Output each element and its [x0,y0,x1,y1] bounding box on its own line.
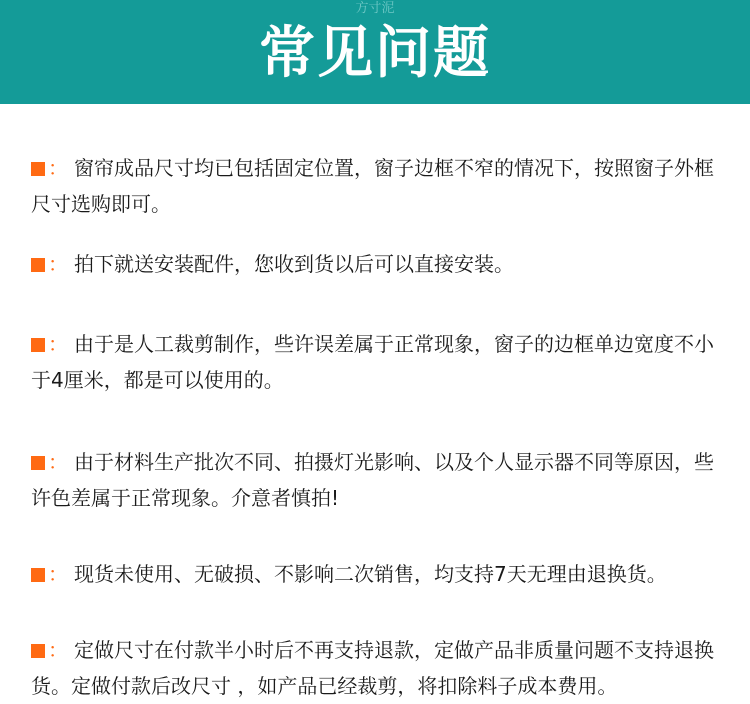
faq-item [31,632,731,704]
faq-item-text: 拍下就送安装配件，您收到货以后可以直接安装。 [74,252,514,276]
faq-item [31,326,731,398]
faq-item-text: 定做尺寸在付款半小时后不再支持退款，定做产品非质量问题不支持退换货。定做付款后改尺寸 ，如产品已经裁剪，将扣除料子成本费用。 [31,638,714,698]
square-bullet-icon [31,258,45,272]
bullet-colon: ： [48,450,68,474]
faq-item [31,150,731,222]
faq-item [31,556,731,592]
header-banner [0,0,750,104]
faq-item [31,444,731,516]
square-bullet-icon [31,338,45,352]
square-bullet-icon [31,644,45,658]
bullet-colon: ： [48,638,68,662]
faq-item-text: 现货未使用、无破损、不影响二次销售，均支持7天无理由退换货。 [74,562,667,586]
bullet-colon: ： [48,332,68,356]
faq-item-text: 窗帘成品尺寸均已包括固定位置，窗子边框不窄的情况下，按照窗子外框尺寸选购即可。 [31,156,714,216]
bullet-colon: ： [48,562,68,586]
bullet-colon: ： [48,156,68,180]
square-bullet-icon [31,456,45,470]
faq-item-text: 由于是人工裁剪制作，些许误差属于正常现象，窗子的边框单边宽度不小于4厘米，都是可以使用的。 [31,332,714,392]
faq-list [31,150,731,704]
faq-item [31,246,731,282]
page-title: 常见问题 [259,21,491,86]
square-bullet-icon [31,162,45,176]
watermark-text: 方寸泥 [355,1,395,16]
square-bullet-icon [31,568,45,582]
bullet-colon: ： [48,252,68,276]
faq-item-text: 由于材料生产批次不同、拍摄灯光影响、以及个人显示器不同等原因，些许色差属于正常现象。介意者慎拍! [31,450,714,510]
